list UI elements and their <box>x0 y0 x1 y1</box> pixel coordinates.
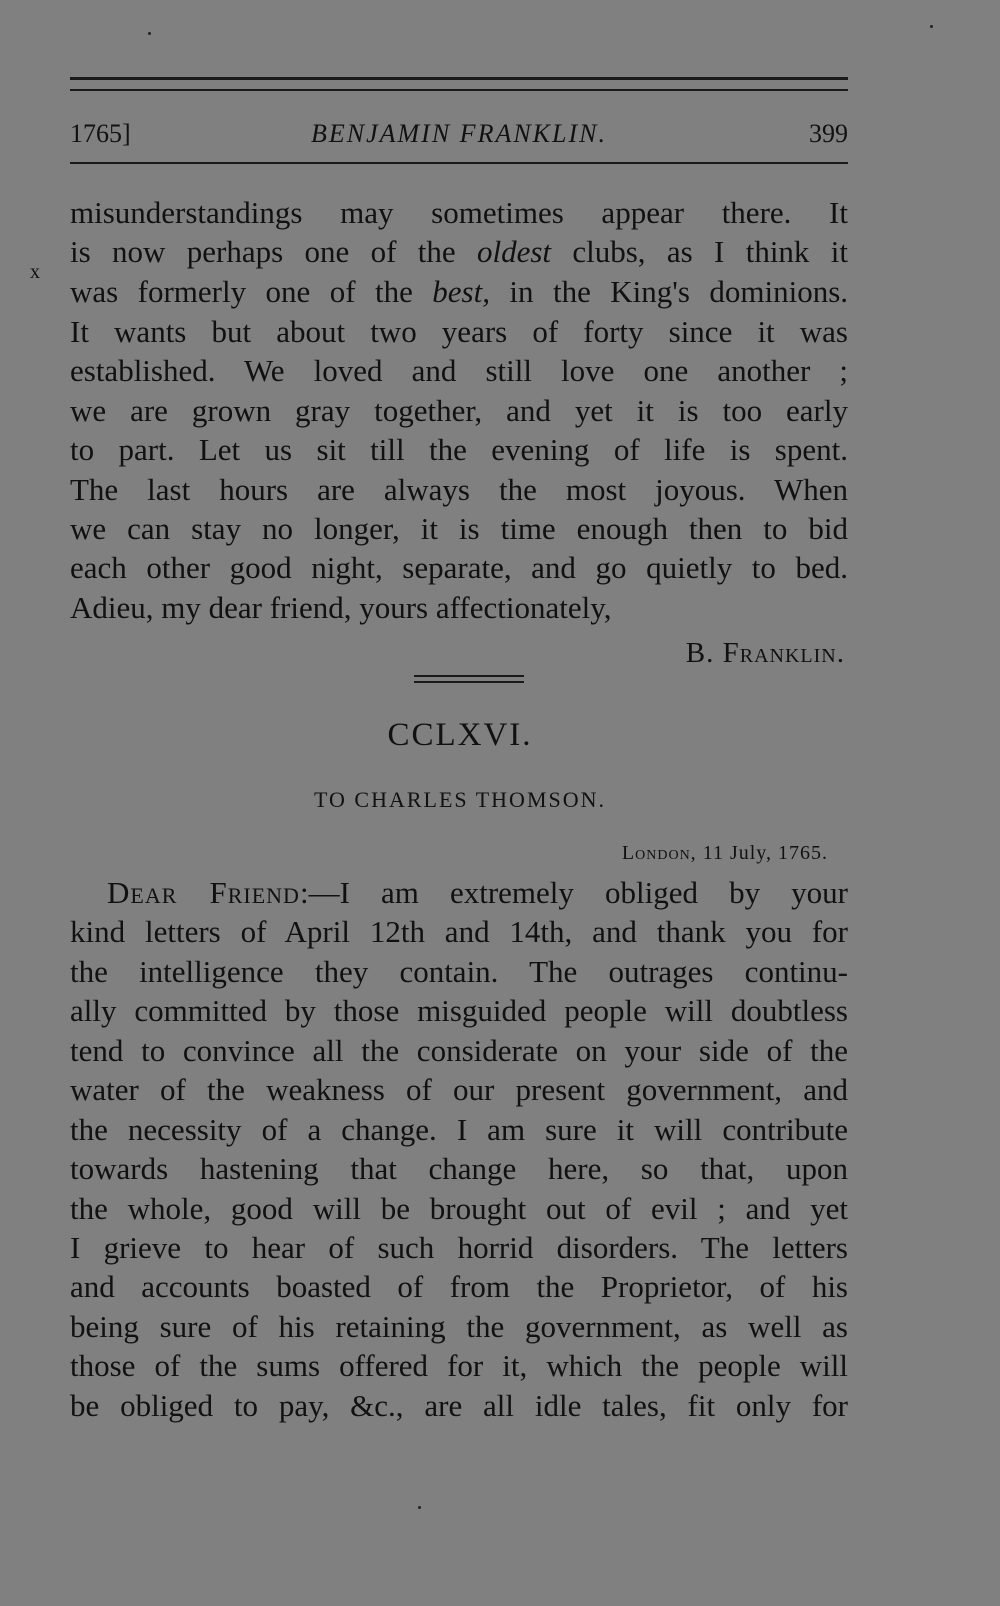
salutation: Dear Friend <box>107 875 300 910</box>
section-separator-top <box>414 675 524 677</box>
letter-addressee: TO CHARLES THOMSON. <box>313 787 607 812</box>
text-line: the intelligence they contain. The outrages continu- <box>70 954 848 989</box>
text-line: Adieu, my dear friend, yours affectionately, <box>70 590 612 625</box>
text-line: those of the sums offered for it, which the people will <box>70 1348 848 1383</box>
text-line: each other good night, separate, and go quietly to bed. <box>70 550 848 585</box>
header-rule-second <box>70 89 848 91</box>
text-line: ally committed by those misguided people will doubtless <box>70 993 848 1028</box>
text-line: I grieve to hear of such horrid disorders. The letters <box>70 1230 848 1265</box>
running-head-year: 1765] <box>70 119 131 148</box>
scan-speck <box>418 1506 421 1509</box>
text-line: is now perhaps one of the oldest clubs, as I think it <box>70 234 848 269</box>
text-line: be obliged to pay, &c., are all idle tales, fit only for <box>70 1388 848 1423</box>
letter-date: 11 July, 1765. <box>702 842 828 864</box>
text-line: Dear Friend:—I am extremely obliged by your <box>107 875 849 910</box>
scan-speck <box>148 32 151 35</box>
text-line: we are grown gray together, and yet it is too early <box>70 393 848 428</box>
letter-number: CCLXVI. <box>387 717 533 753</box>
text-line: was formerly one of the best, in the King's dominions. <box>70 274 849 309</box>
text-line: water of the weakness of our present government, and <box>70 1072 848 1107</box>
running-head <box>70 117 848 151</box>
text-line: tend to convince all the considerate on your side of the <box>70 1033 848 1068</box>
section-separator-bottom <box>414 681 524 683</box>
letter-dateline <box>622 838 828 868</box>
text-line: the necessity of a change. I am sure it will contribute <box>70 1112 848 1147</box>
text-line: the whole, good will be brought out of evil ; and yet <box>70 1191 848 1226</box>
header-rule-bottom <box>70 162 848 164</box>
page-number: 399 <box>809 119 848 148</box>
letter-place: London, <box>621 842 697 864</box>
text-line: to part. Let us sit till the evening of life is spent. <box>70 432 848 467</box>
text-line: and accounts boasted of from the Proprietor, of his <box>70 1269 848 1304</box>
text-line: we can stay no longer, it is time enough then to bid <box>70 511 848 546</box>
emphasis-best: best, <box>432 274 490 309</box>
running-head-title: BENJAMIN FRANKLIN. <box>311 119 607 148</box>
text-line: It wants but about two years of forty since it was <box>70 314 848 349</box>
scan-speck <box>930 25 933 28</box>
text-line: kind letters of April 12th and 14th, and thank you for <box>70 914 848 949</box>
signature: B. Franklin. <box>685 637 845 669</box>
text-line: established. We loved and still love one another ; <box>70 353 848 388</box>
emphasis-oldest: oldest <box>476 234 552 269</box>
header-rule-top <box>70 77 848 80</box>
text-line: being sure of his retaining the government, as well as <box>70 1309 848 1344</box>
text-line: The last hours are always the most joyous. When <box>70 472 848 507</box>
margin-mark: x <box>30 261 40 283</box>
text-line: misunderstandings may sometimes appear there. It <box>70 195 848 230</box>
text-line: towards hastening that change here, so that, upon <box>70 1151 848 1186</box>
